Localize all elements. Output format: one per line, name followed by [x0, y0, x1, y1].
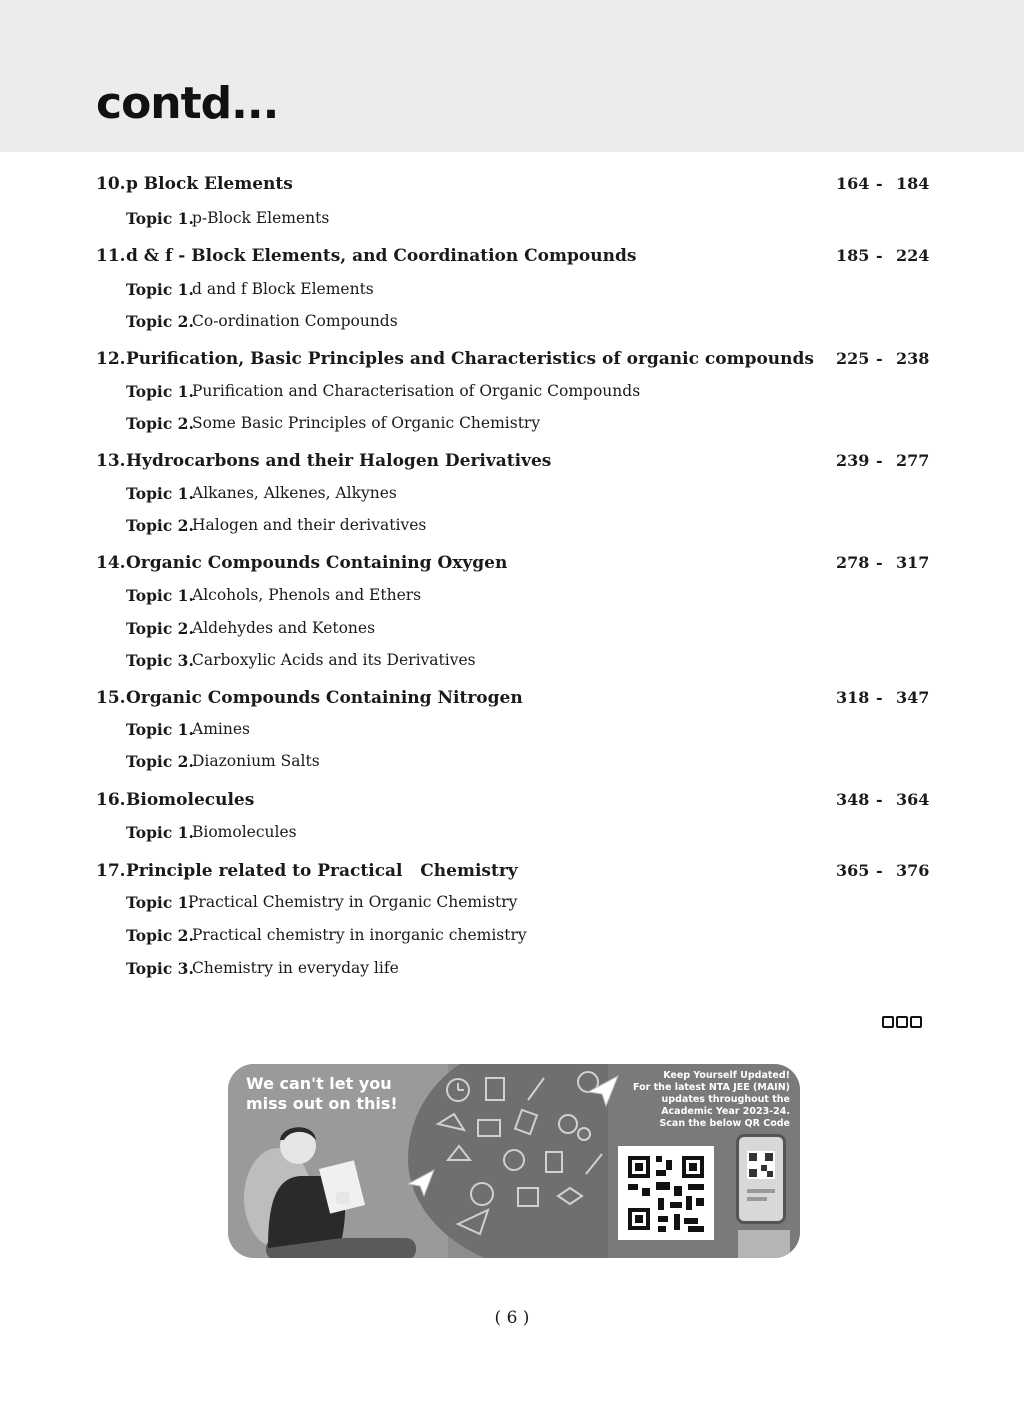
topic-title: Biomolecules: [192, 823, 297, 841]
topic-label: Topic 1.: [126, 484, 194, 503]
chapter-row: [0, 553, 1024, 579]
topic-row: [0, 926, 1024, 952]
page-end: 277: [896, 451, 930, 470]
end-box-icon: [910, 1016, 922, 1028]
topic-row: [0, 516, 1024, 542]
chapter-title: Purification, Basic Principles and Characteristics of organic compounds: [126, 349, 814, 369]
chapter-number: 11.: [96, 246, 126, 266]
page-title: contd...: [96, 78, 279, 129]
phone-icon: [736, 1134, 786, 1224]
chapter-number: 16.: [96, 790, 126, 810]
banner-info-line: Keep Yourself Updated!: [663, 1070, 790, 1081]
page-range-dash: -: [876, 349, 883, 368]
chapter-row: [0, 349, 1024, 375]
page-start: 318: [836, 688, 870, 707]
topic-row: [0, 382, 1024, 408]
topic-row: [0, 823, 1024, 849]
banner-info-line: Academic Year 2023-24.: [661, 1106, 790, 1117]
topic-row: [0, 893, 1024, 919]
page-number: ( 6 ): [494, 1308, 530, 1328]
chapter-title: d & f - Block Elements, and Coordination Compounds: [126, 246, 637, 266]
topic-row: [0, 586, 1024, 612]
chapter-row: [0, 451, 1024, 477]
chapter-title: Organic Compounds Containing Oxygen: [126, 553, 508, 573]
topic-label: Topic 2.: [126, 752, 194, 771]
topic-title: Amines: [192, 720, 250, 738]
end-box-icon: [882, 1016, 894, 1028]
topic-label: Topic 1.: [126, 823, 194, 842]
page-range-dash: -: [876, 451, 883, 470]
qr-code[interactable]: [618, 1146, 714, 1240]
chapter-number: 14.: [96, 553, 126, 573]
chapter-row: [0, 861, 1024, 887]
banner-info-line: updates throughout the: [661, 1094, 790, 1105]
topic-title: Practical chemistry in inorganic chemistry: [192, 926, 527, 944]
qr-code-icon: [618, 1146, 714, 1240]
page-range-dash: -: [876, 174, 883, 193]
topic-label: Topic 2.: [126, 926, 194, 945]
page-start: 185: [836, 246, 870, 265]
banner-info: [620, 1070, 790, 1130]
page-start: 348: [836, 790, 870, 809]
banner-info-line: For the latest NTA JEE (MAIN): [633, 1082, 790, 1093]
topic-title: p-Block Elements: [192, 209, 330, 227]
topic-title: Co-ordination Compounds: [192, 312, 398, 330]
chapter-row: [0, 174, 1024, 200]
page-start: 278: [836, 553, 870, 572]
chapter-number: 12.: [96, 349, 126, 369]
page-range-dash: -: [876, 553, 883, 572]
topic-row: [0, 720, 1024, 746]
topic-label: Topic 1.: [126, 586, 194, 605]
page-end: 317: [896, 553, 930, 572]
page-start: 164: [836, 174, 870, 193]
page-end: 376: [896, 861, 930, 880]
page-end: 238: [896, 349, 930, 368]
topic-label: Topic 2.: [126, 414, 194, 433]
chapter-row: [0, 688, 1024, 714]
topic-label: Topic 1.: [126, 280, 194, 299]
chapter-title: Principle related to Practical Chemistry: [126, 861, 518, 881]
chapter-number: 13.: [96, 451, 126, 471]
phone-screen-qr-icon: [739, 1137, 783, 1221]
topic-title: Alkanes, Alkenes, Alkynes: [192, 484, 397, 502]
chapter-number: 17.: [96, 861, 126, 881]
topic-label: Topic 3.: [126, 651, 194, 670]
topic-label: Topic 1.: [126, 382, 194, 401]
page-start: 365: [836, 861, 870, 880]
page-range-dash: -: [876, 246, 883, 265]
topic-label: Topic 3.: [126, 959, 194, 978]
topic-title: Chemistry in everyday life: [192, 959, 399, 977]
page-range-dash: -: [876, 861, 883, 880]
topic-label: Topic 1.: [126, 209, 194, 228]
topic-title: Diazonium Salts: [192, 752, 320, 770]
topic-title: Aldehydes and Ketones: [192, 619, 376, 637]
chapter-number: 10.: [96, 174, 126, 194]
page-start: 225: [836, 349, 870, 368]
topic-row: [0, 651, 1024, 677]
topic-row: [0, 752, 1024, 778]
chapter-title: Organic Compounds Containing Nitrogen: [126, 688, 523, 708]
promo-banner[interactable]: [228, 1064, 800, 1258]
chapter-title: Biomolecules: [126, 790, 255, 810]
topic-title: d and f Block Elements: [192, 280, 374, 298]
end-box-icon: [896, 1016, 908, 1028]
topic-label: Topic 2.: [126, 312, 194, 331]
topic-label: Topic 2.: [126, 619, 194, 638]
topic-label: Topic 1.: [126, 720, 194, 739]
paper-plane-icon: [406, 1168, 436, 1198]
header-band: [0, 0, 1024, 152]
paper-plane-icon: [586, 1074, 620, 1108]
banner-headline: We can't let you miss out on this!: [246, 1074, 398, 1113]
banner-info-line: Scan the below QR Code: [659, 1118, 790, 1129]
topic-row: [0, 619, 1024, 645]
topic-title: Some Basic Principles of Organic Chemistry: [192, 414, 541, 432]
topic-row: [0, 312, 1024, 338]
chapter-title: Hydrocarbons and their Halogen Derivatives: [126, 451, 552, 471]
page-start: 239: [836, 451, 870, 470]
page-range-dash: -: [876, 688, 883, 707]
page-end: 224: [896, 246, 930, 265]
chapter-number: 15.: [96, 688, 126, 708]
page-end: 347: [896, 688, 930, 707]
topic-label: Topic 2.: [126, 516, 194, 535]
topic-label: Topic 1.: [126, 893, 194, 912]
page-range-dash: -: [876, 790, 883, 809]
topic-row: [0, 209, 1024, 235]
topic-row: [0, 414, 1024, 440]
topic-title: Carboxylic Acids and its Derivatives: [192, 651, 476, 669]
topic-title: Practical Chemistry in Organic Chemistry: [188, 893, 518, 911]
topic-row: [0, 280, 1024, 306]
topic-row: [0, 484, 1024, 510]
topic-title: Halogen and their derivatives: [192, 516, 427, 534]
page-end: 184: [896, 174, 930, 193]
chapter-row: [0, 246, 1024, 272]
topic-title: Alcohols, Phenols and Ethers: [192, 586, 422, 604]
topic-title: Purification and Characterisation of Organic Compounds: [192, 382, 641, 400]
reading-person-icon: [238, 1118, 418, 1258]
chapter-row: [0, 790, 1024, 816]
page-end: 364: [896, 790, 930, 809]
end-of-section-mark: [882, 1016, 922, 1028]
chapter-title: p Block Elements: [126, 174, 293, 194]
topic-row: [0, 959, 1024, 985]
hand-icon: [738, 1230, 790, 1258]
